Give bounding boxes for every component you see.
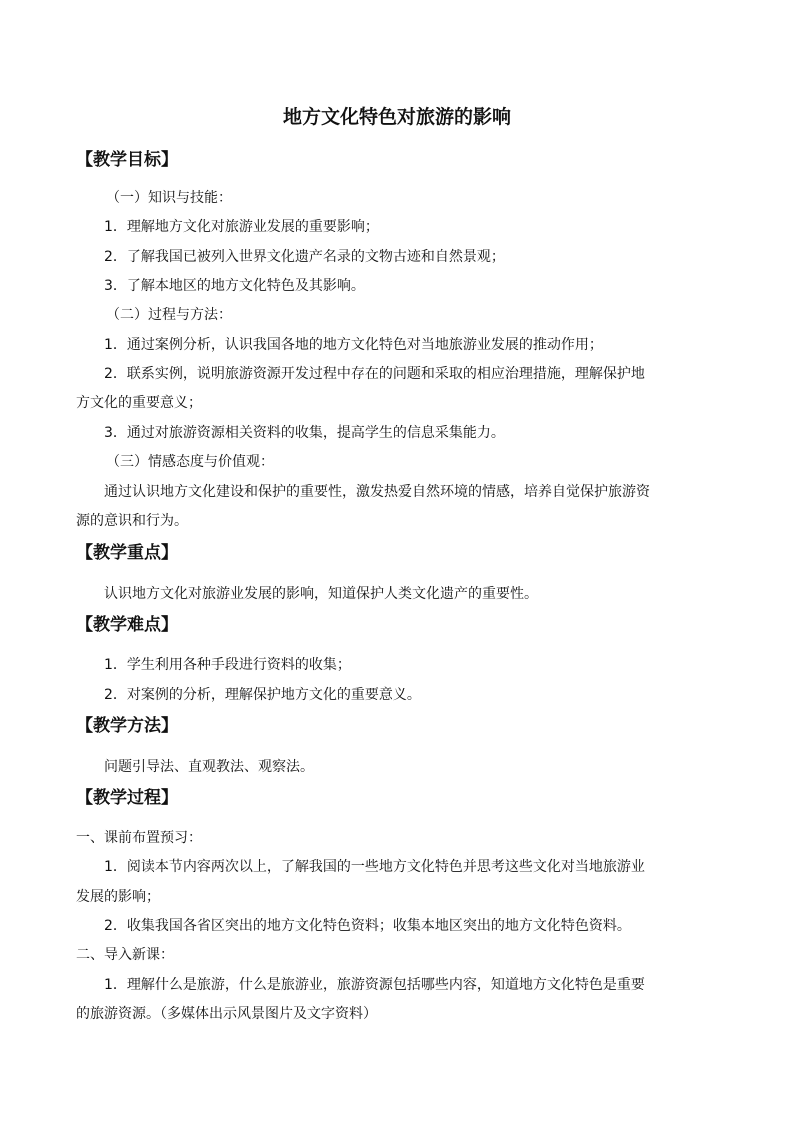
- knowledge-item-1: 1．理解地方文化对旅游业发展的重要影响；: [104, 219, 379, 235]
- process-section-2-line-1: 1．理解什么是旅游，什么是旅游业，旅游资源包括哪些内容，知道地方文化特色是重要: [104, 977, 645, 993]
- difficulties-item-2: 2．对案例的分析，理解保护地方文化的重要意义。: [104, 687, 421, 703]
- document-title: 地方文化特色对旅游的影响: [282, 106, 511, 128]
- difficulties-item-1: 1．学生利用各种手段进行资料的收集；: [104, 657, 351, 673]
- process-section-2-line-2: 的旅游资源。（多媒体出示风景图片及文字资料）: [76, 1006, 377, 1022]
- process-section-1-line-2: 发展的影响；: [76, 889, 160, 905]
- heading-methods: 【教学方法】: [76, 716, 178, 736]
- emotion-line-1: 通过认识地方文化建设和保护的重要性，激发热爱自然环境的情感，培养自觉保护旅游资: [104, 484, 650, 500]
- knowledge-item-2: 2．了解我国已被列入世界文化遗产名录的文物古迹和自然景观；: [104, 249, 505, 265]
- process-method-item-1: 1．通过案例分析，认识我国各地的地方文化特色对当地旅游业发展的推动作用；: [104, 337, 603, 353]
- heading-objectives: 【教学目标】: [76, 150, 178, 170]
- process-section-1-line-1: 1．阅读本节内容两次以上，了解我国的一些地方文化特色并思考这些文化对当地旅游业: [104, 859, 645, 875]
- emotion-line-2: 源的意识和行为。: [76, 513, 188, 529]
- heading-process: 【教学过程】: [76, 788, 178, 808]
- process-method-item-2: 2．联系实例，说明旅游资源开发过程中存在的问题和采取的相应治理措施，理解保护地: [104, 366, 645, 382]
- process-section-1-heading: 一、课前布置预习：: [76, 830, 202, 846]
- knowledge-heading: （一）知识与技能：: [106, 190, 232, 206]
- process-section-2-heading: 二、导入新课：: [76, 947, 174, 963]
- process-section-1-line-3: 2．收集我国各省区突出的地方文化特色资料；收集本地区突出的地方文化特色资料。: [104, 918, 631, 934]
- methods-text: 问题引导法、直观教法、观察法。: [104, 759, 314, 775]
- process-method-item-3: 3．通过对旅游资源相关资料的收集，提高学生的信息采集能力。: [104, 425, 505, 441]
- key-points-text: 认识地方文化对旅游业发展的影响，知道保护人类文化遗产的重要性。: [104, 586, 538, 602]
- heading-difficulties: 【教学难点】: [76, 615, 178, 635]
- knowledge-item-3: 3．了解本地区的地方文化特色及其影响。: [104, 278, 365, 294]
- process-method-item-2-cont: 方文化的重要意义；: [76, 395, 202, 411]
- heading-key-points: 【教学重点】: [76, 543, 178, 563]
- process-method-heading: （二）过程与方法：: [106, 307, 232, 323]
- emotion-heading: （三）情感态度与价值观：: [106, 454, 274, 470]
